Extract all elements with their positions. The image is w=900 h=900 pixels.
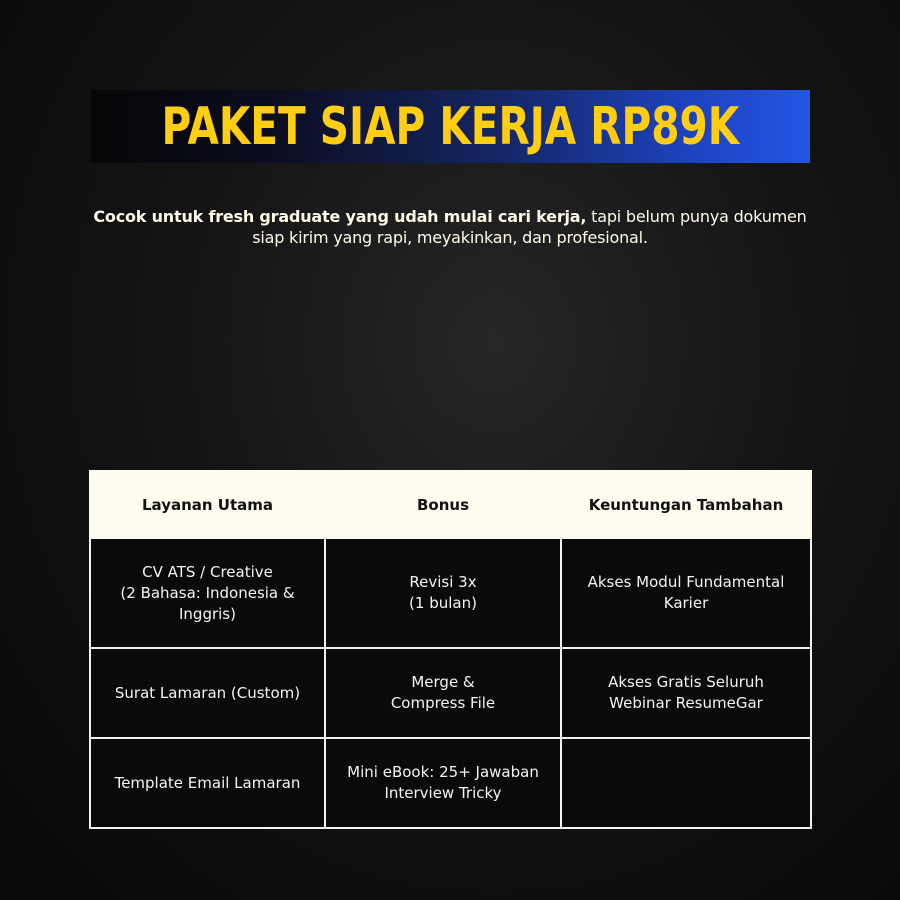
table-cell xyxy=(325,538,561,648)
package-table xyxy=(89,470,810,810)
table-row xyxy=(90,648,811,738)
cell-text: Akses Gratis Seluruh Webinar ResumeGar xyxy=(608,673,764,712)
cell-text: Template Email Lamaran xyxy=(114,773,301,792)
cell-text: Merge & Compress File xyxy=(390,673,496,712)
header-keuntungan-tambahan: Keuntungan Tambahan xyxy=(561,471,811,538)
subtitle-bold-text: Cocok untuk fresh graduate yang udah mulai cari kerja, xyxy=(93,207,587,226)
table-cell xyxy=(90,648,325,738)
table-cell xyxy=(325,738,561,828)
title-banner xyxy=(91,90,810,163)
table-row xyxy=(90,538,811,648)
table-cell xyxy=(90,538,325,648)
features-table xyxy=(89,470,812,829)
table-cell xyxy=(561,538,811,648)
cell-text: Surat Lamaran (Custom) xyxy=(114,683,301,702)
table-cell xyxy=(561,648,811,738)
subtitle-regular-text: tapi belum punya dokumen siap kirim yang rapi, meyakinkan, dan profesional. xyxy=(252,207,807,247)
cell-text: Revisi 3x (1 bulan) xyxy=(409,573,477,612)
cell-text: Mini eBook: 25+ Jawaban Interview Tricky xyxy=(347,763,539,802)
header-bonus: Bonus xyxy=(325,471,561,538)
page-title: PAKET SIAP KERJA RP89K xyxy=(161,96,740,157)
table-cell-empty xyxy=(561,738,811,828)
cell-text: CV ATS / Creative (2 Bahasa: Indonesia & Inggris) xyxy=(120,562,295,623)
table-header-row xyxy=(90,471,811,538)
table-cell xyxy=(325,648,561,738)
table-cell xyxy=(90,738,325,828)
header-layanan-utama: Layanan Utama xyxy=(90,471,325,538)
subtitle xyxy=(80,206,820,248)
table-row xyxy=(90,738,811,828)
cell-text: Akses Modul Fundamental Karier xyxy=(587,573,785,612)
